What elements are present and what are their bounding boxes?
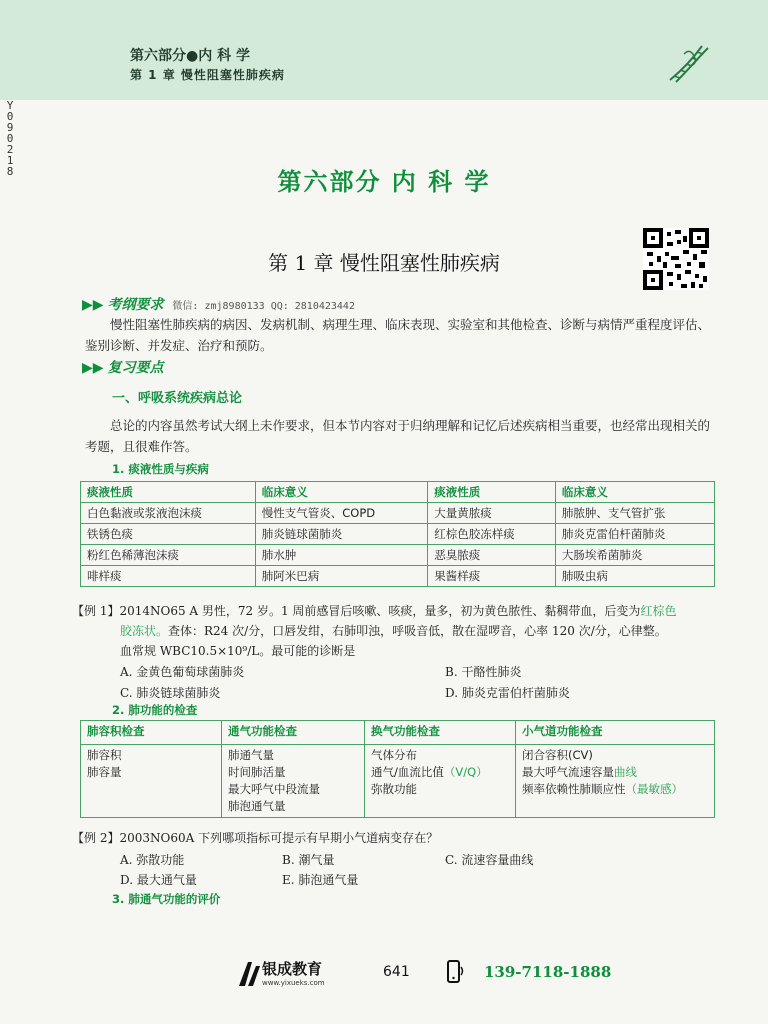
- arrow-icon: ▶▶: [82, 360, 104, 376]
- chapter-title: 第 1 章 慢性阻塞性肺疾病: [268, 251, 500, 275]
- cell-line: 肺容积: [87, 748, 122, 762]
- table-cell: 肺脓肿、支气管扩张: [555, 503, 714, 524]
- table-header-cell: 痰液性质: [81, 482, 256, 503]
- table-cell: 肺炎克雷伯杆菌肺炎: [555, 524, 714, 545]
- cell-line: 时间肺活量: [228, 765, 286, 779]
- cell-line: 弥散功能: [371, 782, 417, 796]
- lung-function-table: [80, 720, 715, 818]
- table-cell: 铁锈色痰: [81, 524, 256, 545]
- cell-line: 闭合容积(CV): [522, 748, 593, 762]
- table-cell: 果酱样痰: [428, 566, 556, 587]
- table-cell: 肺阿米巴病: [255, 566, 428, 587]
- table-row: [81, 524, 715, 545]
- table-cell: [81, 745, 222, 818]
- example2-option-e: E. 肺泡通气量: [282, 873, 359, 887]
- table-cell: [516, 745, 715, 818]
- table-header-cell: 临床意义: [255, 482, 428, 503]
- syllabus-text: 慢性阻塞性肺疾病的病因、发病机制、病理生理、临床表现、实验室和其他检查、诊断与病情严重程度评估、鉴别诊断、并发症、治疗和预防。: [85, 317, 711, 353]
- table-cell: [222, 745, 365, 818]
- table-cell: 肺炎链球菌肺炎: [255, 524, 428, 545]
- contact-info: 微信: zmj8980133 QQ: 2810423442: [172, 301, 355, 312]
- example2-option-a: A. 弥散功能: [120, 853, 185, 867]
- cell-note: （最敏感）: [625, 782, 683, 796]
- brand-logo-icon: [236, 956, 264, 992]
- sputum-table: [80, 481, 715, 587]
- cell-line: 最大呼气中段流量: [228, 782, 320, 796]
- subheading-ventilation: 3. 肺通气功能的评价: [112, 892, 221, 906]
- table-cell: 肺水肿: [255, 545, 428, 566]
- example2-stem: 【例 2】2003NO60A 下列哪项指标可提示有早期小气道病变存在？: [72, 831, 439, 845]
- qr-code-icon: [643, 228, 709, 290]
- table-row: [81, 545, 715, 566]
- table-row: [81, 503, 715, 524]
- arrow-icon: ▶▶: [82, 297, 104, 313]
- example1-option-d: D. 肺炎克雷伯杆菌肺炎: [445, 686, 570, 700]
- page-number: 641: [383, 964, 410, 980]
- part-title: 第六部分 内 科 学: [277, 168, 491, 196]
- example2-option-b: B. 潮气量: [282, 853, 335, 867]
- contact-phone: 139-7118-1888: [484, 963, 612, 981]
- table-row: [81, 745, 715, 818]
- header-chapter-label: 第 1 章 慢性阻塞性肺疾病: [130, 68, 285, 82]
- table-cell: 大量黄脓痰: [428, 503, 556, 524]
- table-header-cell: 换气功能检查: [365, 721, 516, 745]
- example1-option-c: C. 肺炎链球菌肺炎: [120, 686, 221, 700]
- dna-logo-icon: [662, 40, 712, 86]
- table-cell: 肺吸虫病: [555, 566, 714, 587]
- cell-line: [522, 781, 708, 798]
- example2-option-d: D. 最大通气量: [120, 873, 197, 887]
- cell-text: 通气/血流比值: [371, 765, 444, 779]
- cell-line: 肺容量: [87, 765, 122, 779]
- example1-text: 【例 1】2014NO65 A 男性，72 岁。1 周前感冒后咳嗽、咳痰，量多，初为黄色脓性、黏稠带血，后变为: [72, 604, 641, 618]
- table2-title: 2. 肺功能的检查: [112, 703, 198, 717]
- header-band: [0, 0, 768, 100]
- header-part-label: 第六部分●内 科 学: [130, 48, 250, 64]
- cell-line: [371, 764, 509, 781]
- table-header-row: [81, 721, 715, 745]
- table-cell: 慢性支气管炎、COPD: [255, 503, 428, 524]
- example2-option-c: C. 流速容量曲线: [445, 853, 534, 867]
- table-cell: [365, 745, 516, 818]
- table-cell: 恶臭脓痰: [428, 545, 556, 566]
- table-cell: 粉红色稀薄泡沫痰: [81, 545, 256, 566]
- table-cell: 大肠埃希菌肺炎: [555, 545, 714, 566]
- section-heading-text: 复习要点: [107, 360, 164, 376]
- brand-url: www.yixueks.com: [262, 979, 325, 987]
- phone-icon: [444, 959, 466, 985]
- brand-name: 银成教育: [262, 960, 323, 978]
- cell-text: 频率依赖性肺顺应性: [522, 782, 626, 796]
- table1-title: 1. 痰液性质与疾病: [112, 462, 209, 476]
- section-heading-review: [82, 357, 164, 377]
- table-cell: 白色黏液或浆液泡沫痰: [81, 503, 256, 524]
- cell-line: [522, 764, 708, 781]
- example1-option-b: B. 干酪性肺炎: [445, 665, 522, 679]
- example1-option-a: A. 金黄色葡萄球菌肺炎: [120, 665, 245, 679]
- table-cell: 红棕色胶冻样痰: [428, 524, 556, 545]
- table-header-cell: 通气功能检查: [222, 721, 365, 745]
- table-header-cell: 肺容积检查: [81, 721, 222, 745]
- table-header-cell: 小气道功能检查: [516, 721, 715, 745]
- cell-note: 曲线: [614, 765, 637, 779]
- cell-line: 肺通气量: [228, 748, 274, 762]
- table-cell: 啡样痰: [81, 566, 256, 587]
- cell-text: 最大呼气流速容量: [522, 765, 614, 779]
- side-code: Y090218: [6, 99, 14, 178]
- example1-line2: [120, 621, 720, 641]
- section-heading-syllabus: [82, 294, 355, 314]
- example1-line3: 血常规 WBC10.5×10⁹/L。最可能的诊断是: [120, 644, 356, 658]
- example1-highlight: 红棕色: [640, 604, 677, 618]
- table-header-cell: 痰液性质: [428, 482, 556, 503]
- example1-line1: [72, 601, 722, 621]
- cell-line: 肺泡通气量: [228, 799, 286, 813]
- cell-note: （V/Q）: [443, 765, 488, 779]
- table-header-cell: 临床意义: [555, 482, 714, 503]
- table-header-row: [81, 482, 715, 503]
- subheading-respiratory: 一、呼吸系统疾病总论: [112, 391, 243, 406]
- intro-paragraph: 总论的内容虽然考试大纲上未作要求，但本节内容对于归纳理解和记忆后述疾病相当重要，也经常出现相关的考题，且很难作答。: [85, 418, 711, 454]
- table-row: [81, 566, 715, 587]
- cell-line: 气体分布: [371, 748, 417, 762]
- section-heading-text: 考纲要求: [107, 297, 164, 313]
- example1-highlight: 胶冻状。: [120, 624, 169, 638]
- example1-text: 查体：R24 次/分，口唇发绀，右肺叩浊，呼吸音低，散在湿啰音，心率 120 次/分，心律整。: [168, 624, 667, 638]
